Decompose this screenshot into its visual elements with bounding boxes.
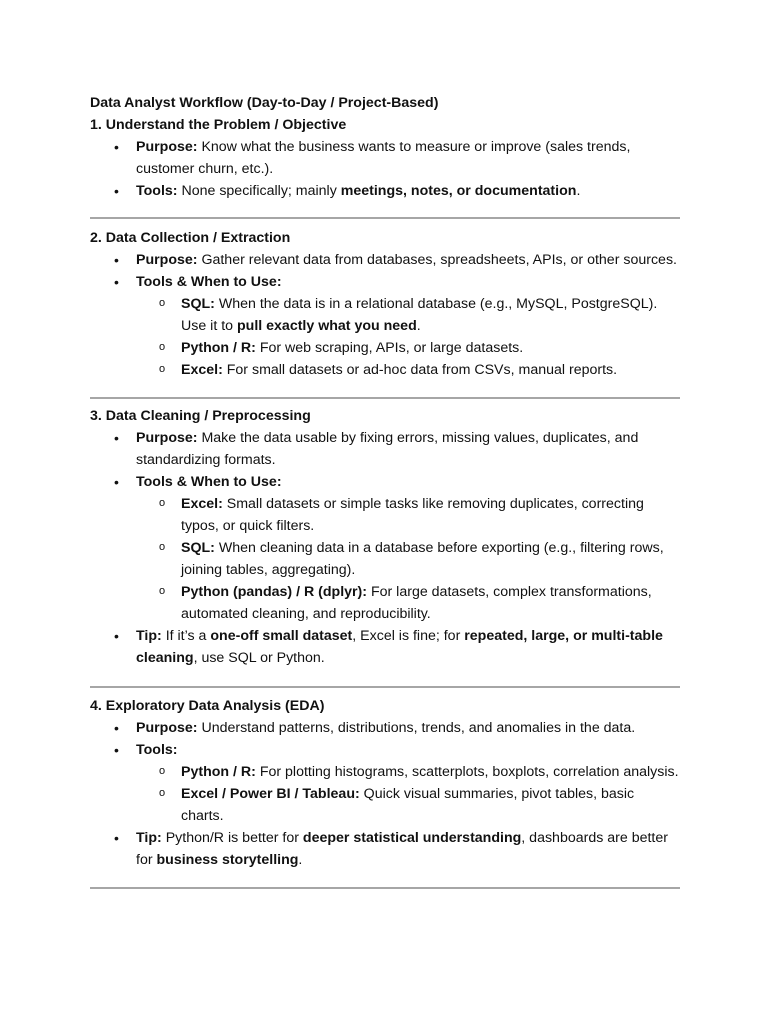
list-item	[136, 180, 680, 202]
section-divider	[90, 397, 680, 399]
excel-label: Excel:	[181, 362, 223, 378]
tip-bold: one-off small dataset	[210, 628, 353, 644]
sub-list	[136, 493, 680, 625]
bi-tools-text: Quick visual summaries, pivot tables, basic charts.	[181, 786, 635, 824]
list-item	[136, 427, 680, 471]
bullet-list	[90, 717, 680, 871]
purpose-label: Purpose:	[136, 720, 198, 736]
section-divider	[90, 686, 680, 688]
purpose-label: Purpose:	[136, 139, 198, 155]
python-text: For plotting histograms, scatterplots, boxplots, correlation analysis.	[255, 764, 679, 780]
bi-tools-label: Excel / Power BI / Tableau:	[181, 786, 360, 802]
python-text: For web scraping, APIs, or large datasets.	[255, 340, 524, 356]
tip-text: , Excel is fine; for	[352, 628, 465, 644]
list-item	[136, 717, 680, 739]
tip-bold: repeated, large, or multi-table cleaning	[136, 628, 663, 666]
tools-label: Tools:	[136, 742, 178, 758]
section-divider	[90, 887, 680, 889]
tip-text: Python/R is better for	[161, 830, 303, 846]
list-item	[136, 271, 680, 381]
tools-label: Tools & When to Use:	[136, 274, 282, 290]
list-item	[136, 471, 680, 625]
bullet-list	[90, 249, 680, 381]
purpose-text: Make the data usable by fixing errors, missing values, duplicates, and standardizing formats.	[136, 430, 639, 468]
section-understand-problem	[90, 114, 680, 202]
section-data-collection	[90, 227, 680, 381]
tools-label: Tools:	[136, 183, 178, 199]
bullet-list	[90, 427, 680, 669]
tip-text: If it’s a	[161, 628, 211, 644]
section-data-cleaning	[90, 405, 680, 669]
tip-bold: business storytelling	[156, 852, 299, 868]
purpose-label: Purpose:	[136, 252, 198, 268]
tip-bold: deeper statistical understanding	[302, 830, 522, 846]
excel-text: For small datasets or ad-hoc data from CSVs, manual reports.	[222, 362, 618, 378]
sql-label: SQL:	[181, 540, 215, 556]
tip-label: Tip:	[136, 830, 162, 846]
purpose-label: Purpose:	[136, 430, 198, 446]
list-item	[136, 827, 680, 871]
tools-end: .	[576, 183, 581, 199]
sub-list	[136, 293, 680, 381]
purpose-text: Gather relevant data from databases, spreadsheets, APIs, or other sources.	[197, 252, 677, 268]
sql-bold: pull exactly what you need	[236, 318, 417, 334]
list-item	[136, 136, 680, 180]
tip-label: Tip:	[136, 628, 162, 644]
document-title: Data Analyst Workflow (Day-to-Day / Project-Based)	[90, 95, 439, 111]
bullet-list	[90, 136, 680, 202]
excel-label: Excel:	[181, 496, 223, 512]
list-item	[136, 625, 680, 669]
purpose-text: Know what the business wants to measure or improve (sales trends, customer churn, etc.).	[136, 139, 631, 177]
sub-list-item	[181, 761, 680, 783]
sql-end: .	[416, 318, 421, 334]
section-heading: 3. Data Cleaning / Preprocessing	[90, 408, 311, 424]
excel-text: Small datasets or simple tasks like removing duplicates, correcting typos, or quick filters.	[181, 496, 644, 534]
tools-text: None specifically; mainly	[177, 183, 341, 199]
sql-text: When the data is in a relational database (e.g., MySQL, PostgreSQL). Use it to	[181, 296, 658, 334]
purpose-text: Understand patterns, distributions, trends, and anomalies in the data.	[197, 720, 636, 736]
section-divider	[90, 217, 680, 219]
sub-list-item	[181, 493, 680, 537]
sub-list-item	[181, 359, 680, 381]
list-item	[136, 739, 680, 827]
section-eda	[90, 695, 680, 871]
list-item	[136, 249, 680, 271]
sub-list	[136, 761, 680, 827]
python-text: For large datasets, complex transformations, automated cleaning, and reproducibility.	[181, 584, 652, 622]
sub-list-item	[181, 293, 680, 337]
tools-bold: meetings, notes, or documentation	[340, 183, 577, 199]
section-heading: 2. Data Collection / Extraction	[90, 230, 291, 246]
python-label: Python / R:	[181, 340, 256, 356]
python-label: Python / R:	[181, 764, 256, 780]
sub-list-item	[181, 783, 680, 827]
sub-list-item	[181, 537, 680, 581]
section-heading: 1. Understand the Problem / Objective	[90, 117, 347, 133]
tip-text: , dashboards are better for	[136, 830, 668, 868]
sql-text: When cleaning data in a database before exporting (e.g., filtering rows, joining tables, aggregating).	[181, 540, 664, 578]
python-label: Python (pandas) / R (dplyr):	[181, 584, 368, 600]
sub-list-item	[181, 337, 680, 359]
tip-text: .	[298, 852, 303, 868]
tip-text: , use SQL or Python.	[193, 650, 325, 666]
sub-list-item	[181, 581, 680, 625]
document-content	[90, 92, 680, 889]
sql-label: SQL:	[181, 296, 215, 312]
tools-label: Tools & When to Use:	[136, 474, 282, 490]
section-heading: 4. Exploratory Data Analysis (EDA)	[90, 698, 325, 714]
